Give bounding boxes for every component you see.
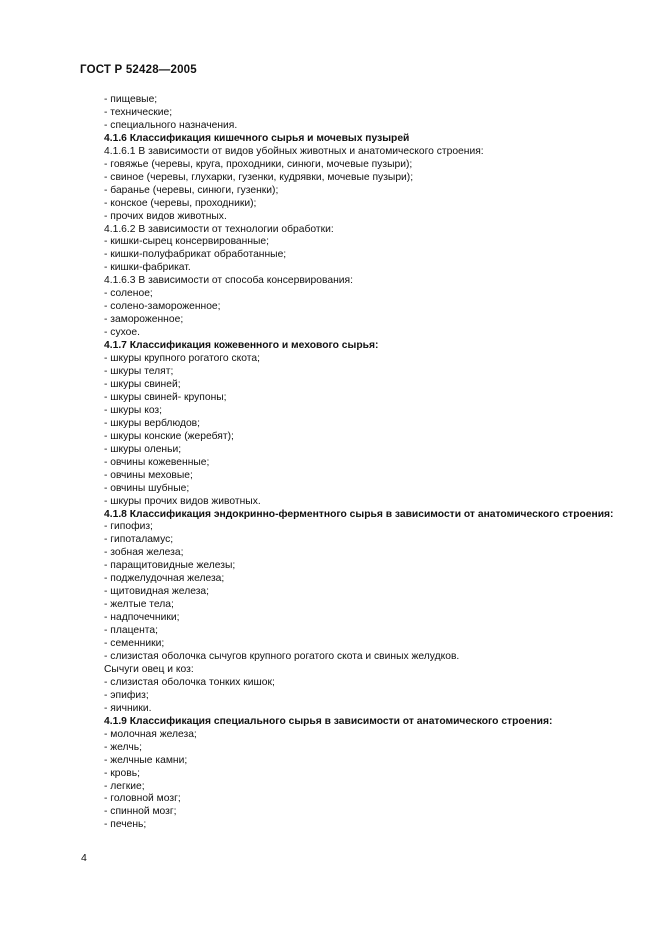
list-item: - солено-замороженное;: [104, 301, 221, 313]
list-item: - шкуры оленьи;: [104, 443, 182, 455]
section-heading-4-1-8: 4.1.8 Классификация эндокринно-ферментного сырья в зависимости от анатомического строения:: [104, 508, 614, 520]
list-item: - кишки-фабрикат.: [104, 262, 191, 274]
list-item: - конское (черевы, проходники);: [104, 197, 257, 209]
list-item: - шкуры свиней;: [104, 378, 181, 390]
list-item: - щитовидная железа;: [104, 586, 210, 598]
list-item: - шкуры свиней- крупоны;: [104, 391, 227, 403]
list-item: - соленое;: [104, 288, 153, 300]
list-item: - желтые тела;: [104, 599, 174, 611]
list-item: - эпифиз;: [104, 689, 149, 701]
list-item: - слизистая оболочка сычугов крупного рогатого скота и свиных желудков.: [104, 650, 460, 662]
list-item: - говяжье (черевы, круга, проходники, синюги, мочевые пузыри);: [104, 158, 413, 170]
list-item: - гипофиз;: [104, 521, 153, 533]
page-number: 4: [81, 852, 87, 864]
paragraph: 4.1.6.1 В зависимости от видов убойных животных и анатомического строения:: [104, 145, 484, 157]
list-item: - кишки-полуфабрикат обработанные;: [104, 249, 287, 261]
paragraph: Сычуги овец и коз:: [104, 663, 194, 675]
list-item: - кишки-сырец консервированные;: [104, 236, 270, 248]
list-item: - поджелудочная железа;: [104, 573, 225, 585]
list-item: - свиное (черевы, глухарки, гузенки, кудрявки, мочевые пузыри);: [104, 171, 414, 183]
list-item: - овчины шубные;: [104, 482, 190, 494]
section-heading-4-1-7: 4.1.7 Классификация кожевенного и мехового сырья:: [104, 340, 379, 352]
list-item: - печень;: [104, 819, 147, 831]
list-item: - молочная железа;: [104, 728, 197, 740]
list-item: - кровь;: [104, 767, 140, 779]
list-item: - прочих видов животных.: [104, 210, 227, 222]
list-item: - спинной мозг;: [104, 806, 177, 818]
section-heading-4-1-6: 4.1.6 Классификация кишечного сырья и мочевых пузырей: [104, 132, 410, 144]
paragraph: 4.1.6.2 В зависимости от технологии обработки:: [104, 223, 334, 235]
list-item: - овчины меховые;: [104, 469, 193, 481]
list-item: - овчины кожевенные;: [104, 456, 210, 468]
list-item: - шкуры крупного рогатого скота;: [104, 353, 260, 365]
document-header: ГОСТ Р 52428—2005: [80, 64, 197, 76]
list-item: - плацента;: [104, 625, 158, 637]
list-item: - зобная железа;: [104, 547, 184, 559]
list-item: - надпочечники;: [104, 612, 180, 624]
list-item: - паращитовидные железы;: [104, 560, 236, 572]
list-item: - семенники;: [104, 638, 165, 650]
list-item: - специального назначения.: [104, 119, 238, 131]
list-item: - шкуры верблюдов;: [104, 417, 201, 429]
list-item: - замороженное;: [104, 314, 184, 326]
section-heading-4-1-9: 4.1.9 Классификация специального сырья в зависимости от анатомического строения:: [104, 715, 553, 727]
list-item: - желчь;: [104, 741, 142, 753]
list-item: - баранье (черевы, синюги, гузенки);: [104, 184, 279, 196]
list-item: - легкие;: [104, 780, 145, 792]
list-item: - шкуры конские (жеребят);: [104, 430, 234, 442]
list-item: - пищевые;: [104, 94, 158, 105]
document-body: [104, 94, 614, 832]
list-item: - технические;: [104, 106, 173, 118]
list-item: - яичники.: [104, 702, 152, 714]
list-item: - головной мозг;: [104, 793, 181, 805]
list-item: - шкуры прочих видов животных.: [104, 495, 261, 507]
list-item: - шкуры телят;: [104, 366, 174, 378]
list-item: - гипоталамус;: [104, 534, 174, 546]
list-item: - сухое.: [104, 327, 140, 339]
list-item: - слизистая оболочка тонких кишок;: [104, 676, 275, 688]
list-item: - желчные камни;: [104, 754, 188, 766]
list-item: - шкуры коз;: [104, 404, 163, 416]
paragraph: 4.1.6.3 В зависимости от способа консервирования:: [104, 275, 353, 287]
